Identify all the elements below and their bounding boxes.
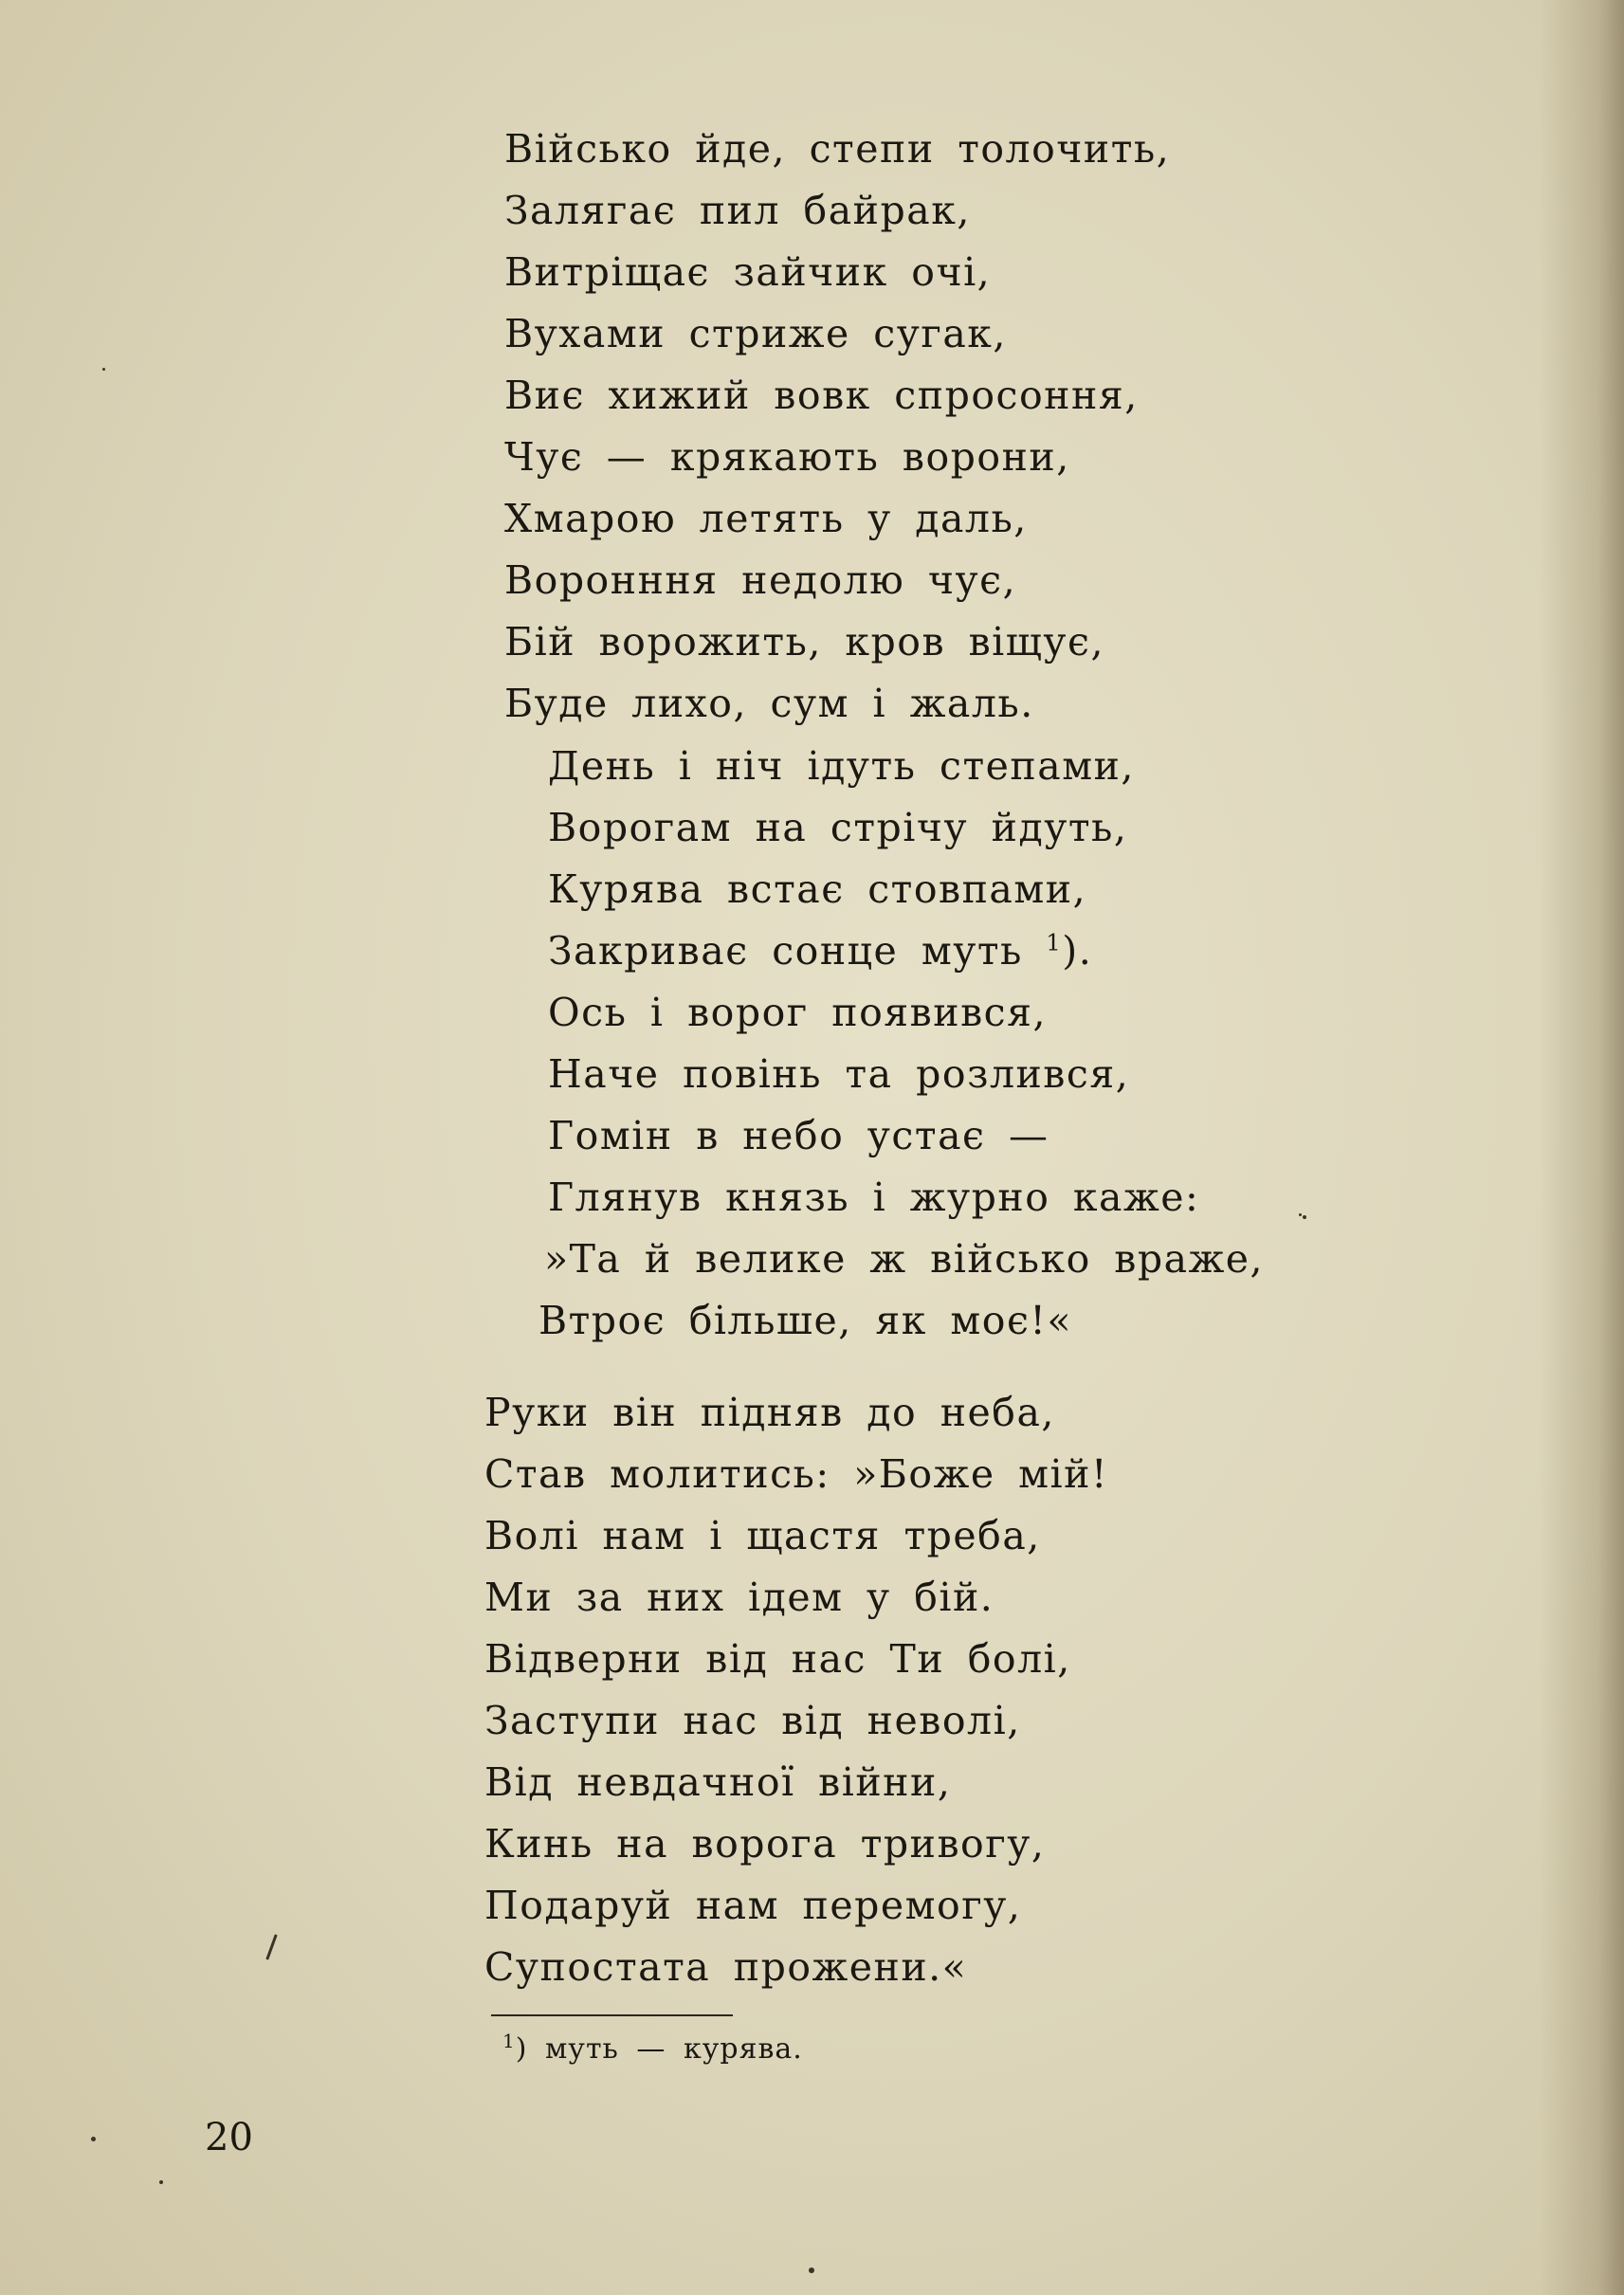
poem-line: Наче повінь та розлився, [548,1051,1130,1097]
poem-line: Військо йде, степи толочить, [504,126,1171,172]
poem-line: Ворогам на стрічу йдуть, [548,805,1128,850]
poem-line: Від невдачної війни, [484,1759,952,1805]
poem-line: Ось і ворог появився, [548,990,1048,1035]
print-speck [91,2137,96,2141]
poem-line: Подаруй нам перемогу, [484,1883,1022,1928]
poem-line: Залягає пил байрак, [504,188,971,233]
poem-line: Глянув князь і журно каже: [548,1175,1200,1220]
marker-suffix: ). [1062,928,1093,974]
poem-line: Курява встає стовпами, [548,866,1087,912]
poem-line: Втроє більше, як моє!« [538,1298,1072,1343]
stanza-2 [538,736,1265,1352]
poem-line-text: Закриває сонце муть [548,928,1023,974]
footnote-divider [491,2014,733,2016]
poem-line: Вухами стриже сугак, [504,311,1007,356]
poem-line: Руки він підняв до неба, [484,1390,1055,1435]
poem-line-with-footnote [548,920,1264,982]
stanza-1 [504,118,1170,735]
poem-line: День і ніч ідуть степами, [548,743,1135,789]
poem-line: Бій ворожить, кров віщує, [504,619,1105,665]
poem-line: Заступи нас від неволі, [484,1698,1021,1743]
print-speck [1303,1215,1306,1219]
page-edge-shadow [1539,0,1624,2295]
poem-line: Витріщає зайчик очі, [504,249,992,295]
poem-line: Волі нам і щастя треба, [484,1513,1041,1558]
poem-line: Гомін в небо устає — [548,1113,1049,1158]
poem-line: Став молитись: »Боже мій! [484,1451,1108,1497]
print-speck [809,2268,814,2273]
print-speck [1299,1213,1302,1216]
poem-line: Воронння недолю чує, [504,557,1017,603]
poem-line: Чує — крякають ворони, [504,434,1070,480]
stanza-3 [484,1382,1108,1998]
poem-line: Кинь на ворога тривогу, [484,1821,1046,1867]
page-number: 20 [205,2116,253,2159]
poem-line: Ми за них ідем у бій. [484,1575,994,1620]
footnote-text: ) муть — курява. [515,2032,803,2066]
footnote-marker: 1 [1046,929,1063,956]
poem-line: Буде лихо, сум і жаль. [504,681,1034,726]
footnote-number: 1 [502,2030,516,2052]
print-speck [265,1934,277,1959]
poem-line: Супостата прожени.« [484,1944,968,1990]
footnote [502,2031,803,2068]
poem-line: Хмарою летять у даль, [504,496,1028,541]
poem-line: Відверни від нас Ти болі, [484,1636,1071,1682]
poem-line: Виє хижий вовк спросоння, [504,373,1139,418]
print-speck [159,2180,163,2184]
poem-line: »Та й велике ж військо враже, [544,1236,1265,1282]
print-speck [102,368,105,371]
